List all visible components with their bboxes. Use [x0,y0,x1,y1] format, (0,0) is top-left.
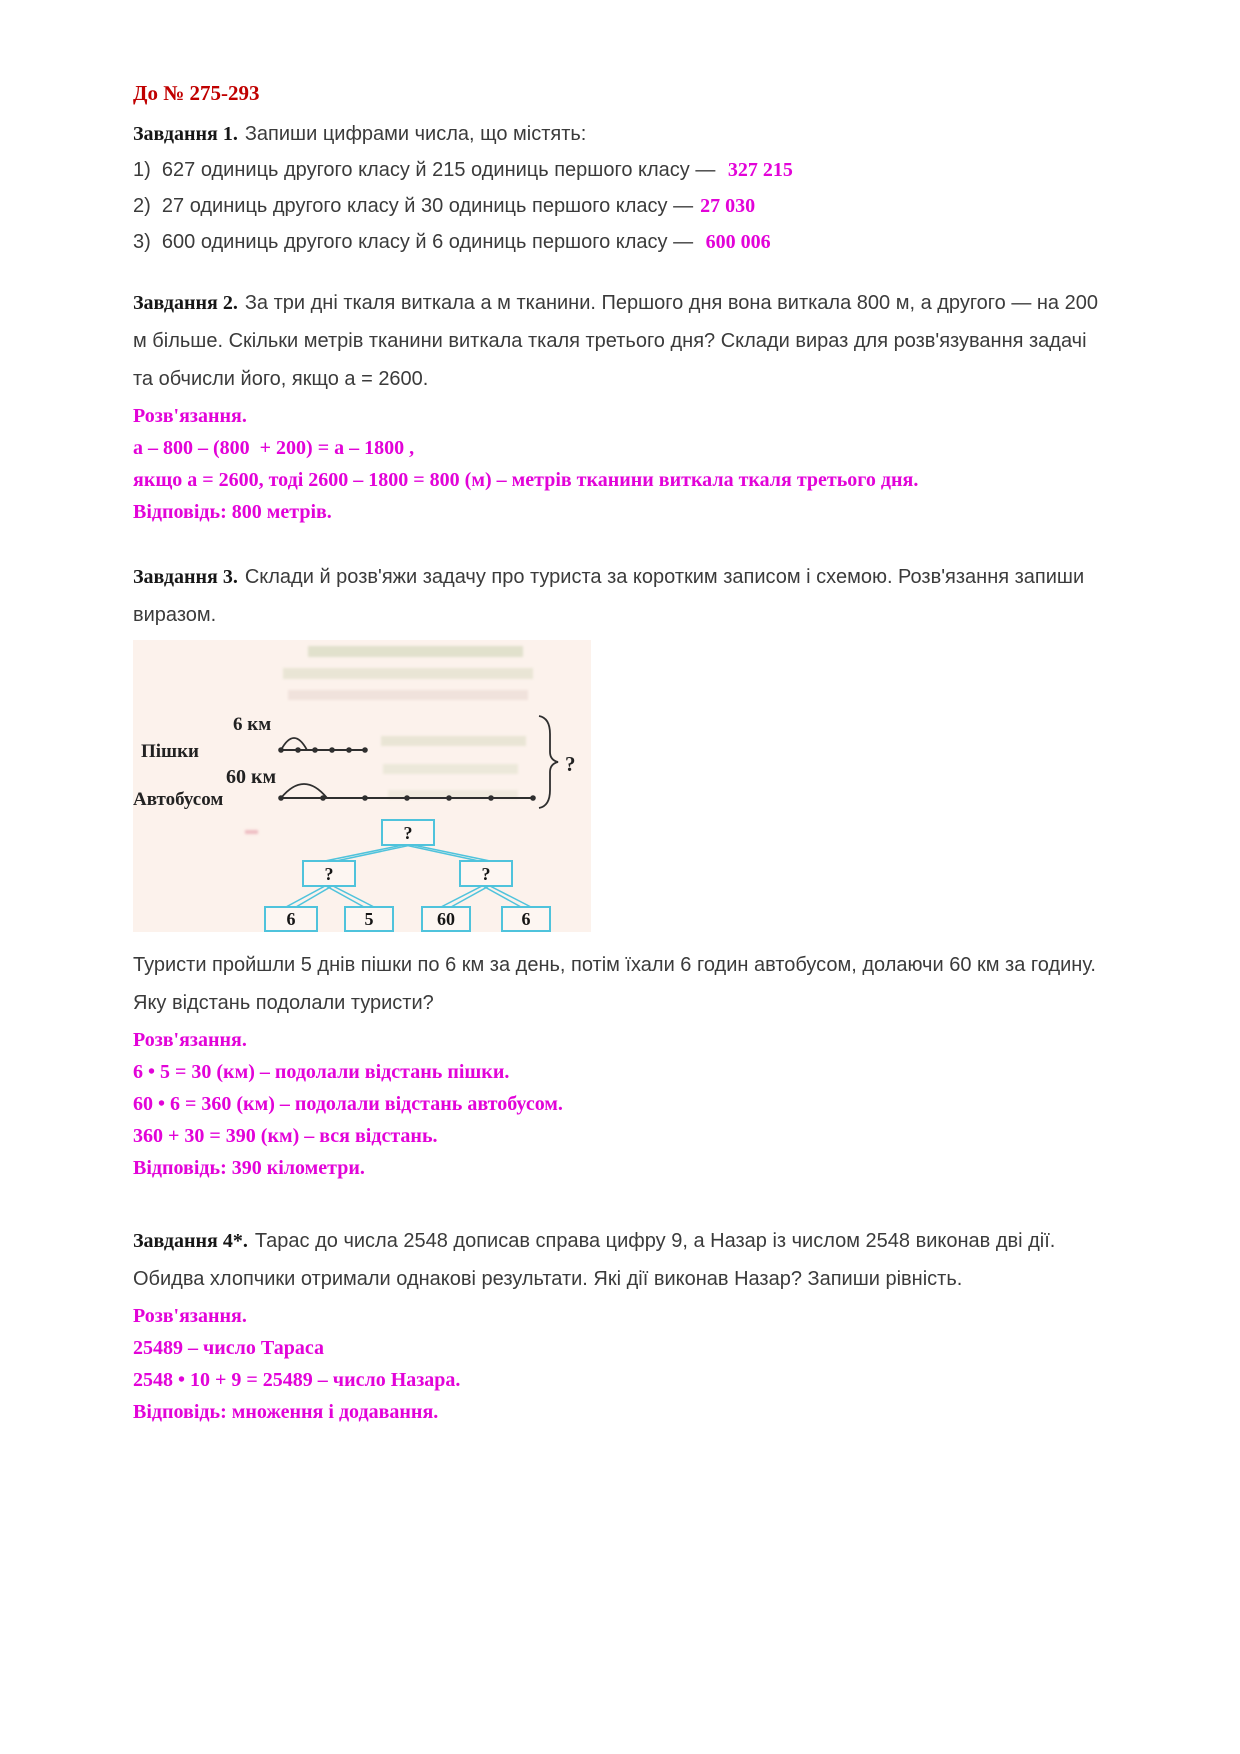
task3-solution-line-3: 360 + 30 = 390 (км) – вся відстань. [133,1125,438,1147]
tree-leaf-3-value: 60 [437,909,455,929]
tree-leaf-4-value: 6 [521,909,531,929]
task3-solution-line-2: 60 • 6 = 360 (км) – подолали відстань автобусом. [133,1093,563,1115]
walk-label: Пішки [141,741,199,762]
task3-label: Завдання 3. [133,566,238,588]
short-record-diagram [133,640,591,932]
task4-label: Завдання 4*. [133,1230,248,1252]
textbook-scan-image [133,640,591,932]
task3-text: Склади й розв'яжи задачу про туриста за коротким записом і схемою. Розв'язання запиши виразом. [133,566,1085,626]
task2-statement [133,284,1112,398]
tree-leaf-2-value: 5 [364,909,374,929]
task4-text: Тарас до числа 2548 дописав справа цифру 9, а Назар із числом 2548 виконав дві дії. Обидва хлопчики отримали однакові результати. Які дії виконав Назар? Запиши рівність. [133,1230,1056,1290]
task3-statement [133,558,1112,634]
task2-answer: Відповідь: 800 метрів. [133,501,332,523]
walk-row [141,714,368,762]
task4-answer: Відповідь: множення і додавання. [133,1401,439,1423]
task4-solution-line-2: 2548 • 10 + 9 = 25489 – число Назара. [133,1369,461,1391]
curly-brace [539,716,558,808]
task1-item-3-text: 3) 600 одиниць другого класу й 6 одиниць першого класу — [133,231,699,253]
task1-item-2 [133,188,1112,224]
tree-leaf-1-value: 6 [286,909,296,929]
task1-item-3-answer: 600 006 [705,231,771,253]
task2-label: Завдання 2. [133,292,238,314]
task4-solution-label: Розв'язання. [133,1305,247,1327]
task2-solution-label: Розв'язання. [133,405,247,427]
task3-problem: Туристи пройшли 5 днів пішки по 6 км за день, потім їхали 6 годин автобусом, долаючи 60 км за годину. Яку відстань подолали туристи? [133,954,1096,1014]
page-title: До № 275-293 [133,81,260,105]
task4-statement [133,1222,1112,1298]
task3-answer: Відповідь: 390 кілометри. [133,1157,365,1179]
task1-item-1-answer: 327 215 [727,159,793,181]
task1-item-2-answer: 27 030 [700,195,756,217]
task3-solution-label: Розв'язання. [133,1029,247,1051]
task1-item-2-text: 2) 27 одиниць другого класу й 30 одиниць першого класу — [133,195,694,217]
task1-item-3 [133,224,1112,260]
task1-item-1-text: 1) 627 одиниць другого класу й 215 одиниць першого класу — [133,159,721,181]
task3-solution-line-1: 6 • 5 = 30 (км) – подолали відстань пішки. [133,1061,510,1083]
tree-root-value: ? [403,823,413,843]
bus-label: Автобусом [133,789,224,810]
task1-heading [133,116,1112,152]
walk-distance-label: 6 км [233,714,272,735]
walk-arc [281,738,307,750]
total-question-mark: ? [565,752,576,776]
task4-solution-line-1: 25489 – число Тараса [133,1337,324,1359]
tree-mid-right-value: ? [481,864,491,884]
task1-intro: Запиши цифрами числа, що містять: [244,123,587,145]
total-brace [539,716,576,808]
tree-boxes [265,820,550,931]
task2-solution-line-1: а – 800 – (800 + 200) = а – 1800 , [133,437,415,459]
tree-mid-left-value: ? [324,864,334,884]
task2-solution-line-2: якщо а = 2600, тоді 2600 – 1800 = 800 (м) – метрів тканини виткала ткаля третього дня. [133,469,919,491]
bus-distance-label: 60 км [226,766,277,788]
task2-text: За три дні ткаля виткала а м тканини. Першого дня вона виткала 800 м, а другого — на 200 м більше. Скільки метрів тканини виткала ткаля третього дня? Склади вираз для розв'язування задачі та обчисли його, якщо а = 2600. [133,292,1098,390]
task1-item-1 [133,152,1112,188]
bus-arc [281,784,327,798]
task1-label: Завдання 1. [133,123,238,145]
